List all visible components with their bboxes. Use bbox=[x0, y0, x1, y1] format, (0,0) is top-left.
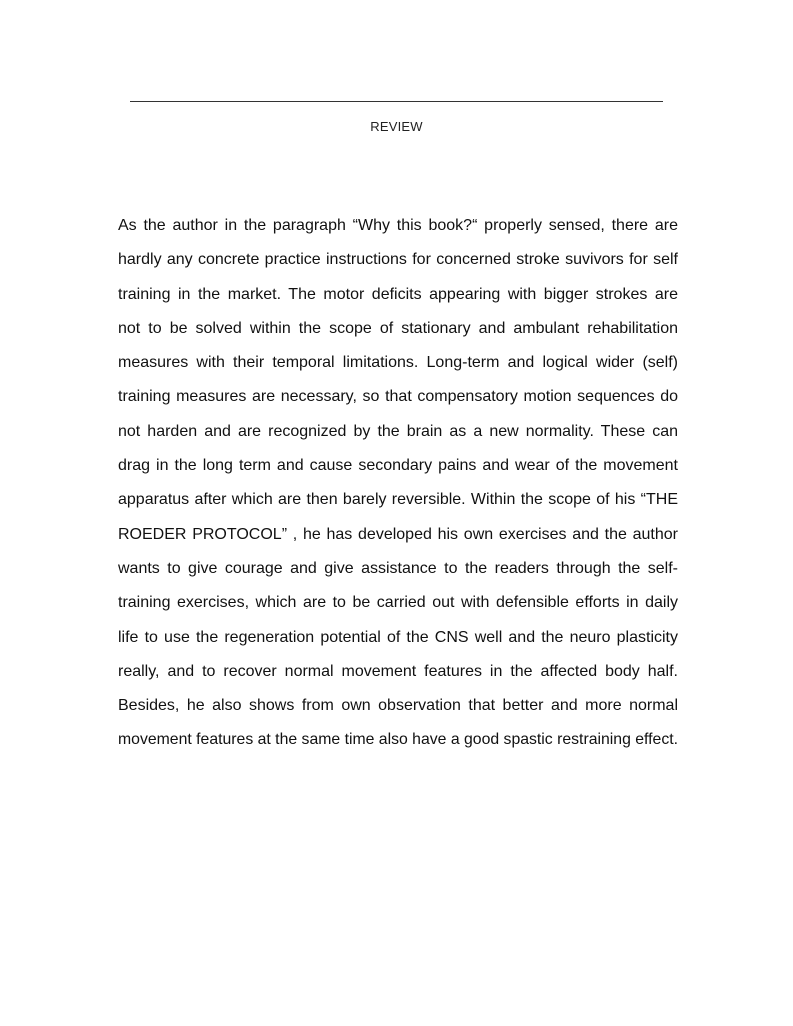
paragraph-line: As the author in the paragraph “Why this book?“ properly sensed, there are bbox=[118, 217, 678, 234]
paragraph-line: Besides, he also shows from own observation that better and more normal bbox=[118, 697, 678, 715]
paragraph-line: life to use the regeneration potential of the CNS well and the neuro plasticity bbox=[118, 628, 678, 646]
paragraph-line: apparatus after which are then barely reversible. Within the scope of his “THE bbox=[118, 491, 678, 509]
paragraph-line: training in the market. The motor deficits appearing with bigger strokes are bbox=[118, 285, 678, 303]
page-heading: REVIEW bbox=[370, 119, 423, 134]
paragraph-line: wants to give courage and give assistance to the readers through the self- bbox=[118, 559, 678, 577]
paragraph-line: training measures are necessary, so that compensatory motion sequences do bbox=[118, 388, 678, 406]
paragraph-line: measures with their temporal limitations. Long-term and logical wider (self) bbox=[118, 354, 678, 372]
header-rule bbox=[130, 101, 663, 102]
paragraph-line: not to be solved within the scope of stationary and ambulant rehabilitation bbox=[118, 319, 678, 337]
paragraph-line: movement features at the same time also have a good spastic restraining effect. bbox=[118, 731, 678, 749]
paragraph-line: training exercises, which are to be carried out with defensible efforts in daily bbox=[118, 594, 678, 612]
paragraph-line: really, and to recover normal movement features in the affected body half. bbox=[118, 662, 678, 680]
review-paragraph bbox=[118, 209, 678, 758]
paragraph-line: hardly any concrete practice instructions for concerned stroke suvivors for self bbox=[118, 251, 678, 269]
paragraph-line: not harden and are recognized by the brain as a new normality. These can bbox=[118, 422, 678, 440]
paragraph-line: ROEDER PROTOCOL” , he has developed his own exercises and the author bbox=[118, 525, 678, 543]
paragraph-line: drag in the long term and cause secondary pains and wear of the movement bbox=[118, 457, 678, 475]
